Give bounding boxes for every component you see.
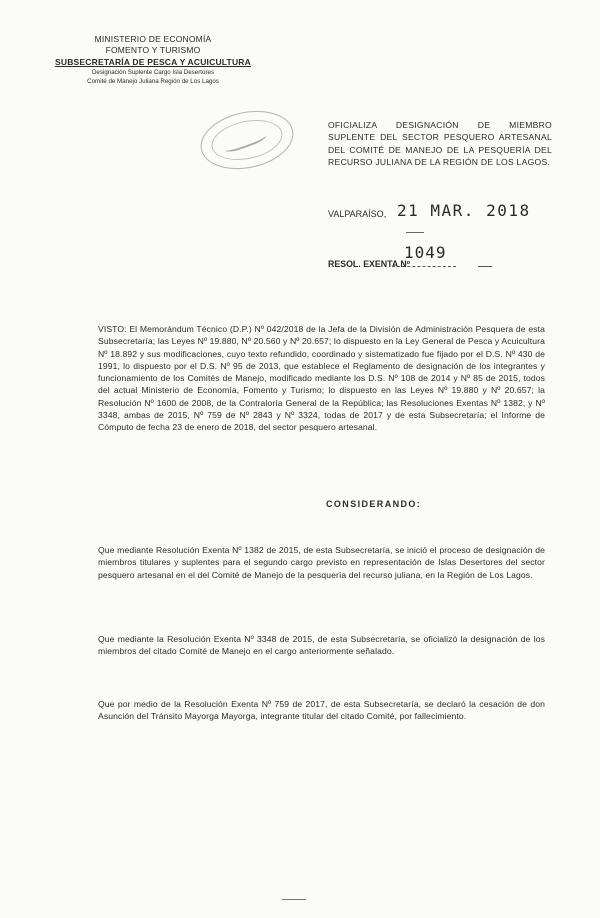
- resolution-number: 1049: [404, 243, 447, 262]
- ministry-line-2: FOMENTO Y TURISMO: [105, 45, 201, 55]
- designation-line: Designación Suplente Cargo Isla Desertores: [91, 69, 215, 76]
- official-stamp: [195, 103, 299, 177]
- subsecretaria-line: SUBSECRETARÍA DE PESCA Y ACUICULTURA: [55, 57, 251, 67]
- considerando-heading: CONSIDERANDO:: [326, 499, 422, 509]
- date-label: VALPARAÍSO,: [328, 209, 387, 219]
- resolution-label: RESOL. EXENTA Nº: [328, 259, 410, 269]
- considerando-paragraph-1: Que mediante Resolución Exenta Nº 1382 de 2015, de esta Subsecretaría, se inició el proceso de designación de miembros titulares y suplentes para el segundo cargo previsto en representación de Islas Desertores del sector pesquero artesanal en el del Comité de Manejo de la pesquería del recurso juliana, en la Región de Los Lagos.: [98, 545, 545, 580]
- resolution-blank-line-2: [478, 266, 492, 267]
- considerando-paragraph-3: Que por medio de la Resolución Exenta Nº 759 de 2017, de esta Subsecretaría, se declaró la cesación de don Asunción del Tránsito Mayorga Mayorga, integrante titular del citado Comité, por fallecimiento.: [98, 699, 545, 722]
- visto-paragraph: VISTO: El Memorándum Técnico (D.P.) Nº 042/2018 de la Jefa de la División de Administración Pesquera de esta Subsecretaría; las Leyes Nº 19.880, Nº 20.560 y Nº 20.657; lo dispuesto en la Ley General de Pesca y Acuicultura Nº 18.892 y sus modificaciones, cuyo texto refundido, coordinado y sistematizado fue fijado por el D.S. Nº 430 de 1991, lo dispuesto por el D.S. Nº 95 de 2013, que establece el Reglamento de designación de los integrantes y funcionamiento de los Comités de Manejo, modificado mediante los D.S. Nº 108 de 2014 y Nº 85 de 2015, todos del actual Ministerio de Economía, Fomento y Turismo; lo dispuesto en las Leyes Nº 19.880 y Nº 20.657; la Resolución Nº 1600 de 2008, de la Contraloría General de la República; las Resoluciones Exentas Nº 1382, y Nº 3348, ambas de 2015, Nº 759 de Nº 2843 y Nº 3324, todas de 2017 y de esta Subsecretaría; el Informe de Cómputo de fecha 23 de enero de 2018, del sector pesquero artesanal.: [98, 324, 545, 433]
- letterhead: [28, 34, 278, 86]
- considerando-paragraph-2: Que mediante la Resolución Exenta Nº 3348 de 2015, de esta Subsecretaría, se oficializó la designación de los miembros del citado Comité de Manejo en el cargo anteriormente señalado.: [98, 634, 545, 657]
- resolution-mark: [406, 232, 424, 233]
- committee-line: Comité de Manejo Juliana Región de Los Lagos: [87, 78, 219, 85]
- document-title: OFICIALIZA DESIGNACIÓN DE MIEMBRO SUPLENTE DEL SECTOR PESQUERO ARTESANAL DEL COMITÉ DE MANEJO DE LA PESQUERÍA DEL RECURSO JULIANA DE LA REGIÓN DE LOS LAGOS.: [328, 120, 552, 168]
- ministry-line: MINISTERIO DE ECONOMÍA: [94, 34, 212, 44]
- date-stamp: 21 MAR. 2018: [397, 201, 531, 220]
- footer-mark: [282, 899, 306, 900]
- resolution-blank-line: [392, 266, 456, 267]
